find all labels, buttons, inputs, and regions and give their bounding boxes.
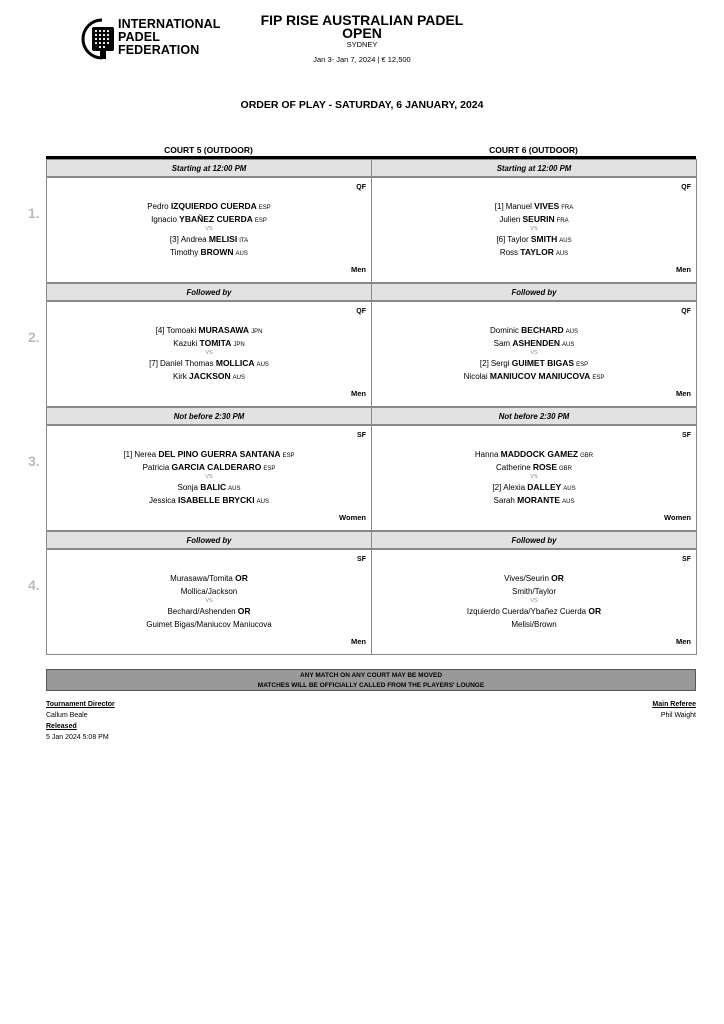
court-6-header: COURT 6 (OUTDOOR): [489, 145, 578, 155]
player-line: [47, 233, 371, 246]
time-slot-label: Not before 2:30 PM: [371, 407, 697, 425]
player-last-name: ASHENDEN: [512, 338, 561, 348]
category-label: Men: [351, 389, 366, 398]
player-line: [47, 213, 371, 226]
match-cell: [46, 549, 372, 655]
match-cell: [46, 177, 372, 283]
player-nationality: ESP: [258, 205, 271, 211]
players-block: [372, 572, 696, 631]
player-nationality: ITA: [239, 238, 249, 244]
time-slot-label: Not before 2:30 PM: [46, 407, 372, 425]
player-first-name: Hanna: [474, 450, 499, 459]
player-nationality: AUS: [555, 251, 569, 257]
released-value: 5 Jan 2024 5:08 PM: [46, 734, 109, 741]
round-label: QF: [681, 308, 691, 315]
player-seed: [1]: [123, 450, 133, 459]
player-line: [47, 618, 371, 631]
player-nationality: GBR: [580, 453, 594, 459]
or-label: OR: [551, 573, 564, 583]
player-line: [47, 572, 371, 585]
title-line-2: OPEN: [342, 25, 382, 41]
title-line-1: FIP RISE AUSTRALIAN PADEL: [260, 12, 464, 28]
match-cell: [46, 301, 372, 407]
director-label: Tournament Director: [46, 701, 115, 708]
player-line: [372, 324, 696, 337]
player-first-name: Julien: [499, 215, 521, 224]
match-cell: [371, 301, 697, 407]
player-seed: [6]: [496, 235, 506, 244]
court-5-header: COURT 5 (OUTDOOR): [164, 145, 253, 155]
player-line: [372, 572, 696, 585]
player-first-name: Timothy: [170, 248, 199, 257]
match-cell: [371, 425, 697, 531]
player-line: [372, 585, 696, 598]
player-nationality: FRA: [561, 205, 574, 211]
player-nationality: AUS: [256, 499, 269, 505]
player-first-name: Nerea: [134, 450, 157, 459]
player-first-name: Nicolai: [463, 372, 488, 381]
player-nationality: ESP: [254, 218, 267, 224]
player-nationality: AUS: [563, 486, 576, 492]
players-block: [47, 448, 371, 507]
players-block: [372, 448, 696, 507]
time-slot-label: Followed by: [371, 531, 697, 549]
notice-line: ANY MATCH ON ANY COURT MAY BE MOVED: [299, 672, 443, 679]
player-last-name: SMITH: [530, 234, 558, 244]
player-last-name: ISABELLE BRYCKI: [177, 495, 255, 505]
player-last-name: DALLEY: [527, 482, 562, 492]
player-line: [47, 337, 371, 350]
player-last-name: MANIUCOV MANIUCOVA: [489, 371, 591, 381]
player-last-name: YBAÑEZ CUERDA: [179, 214, 253, 224]
player-last-name: VIVES: [534, 201, 560, 211]
player-line: [47, 461, 371, 474]
player-first-name: Taylor: [507, 235, 529, 244]
player-line: [372, 618, 696, 631]
player-nationality: AUS: [559, 238, 572, 244]
vs-label: VS: [205, 598, 213, 604]
player-line: [372, 448, 696, 461]
player-last-name: MOLLICA: [215, 358, 255, 368]
category-label: Women: [664, 513, 691, 522]
players-block: [372, 324, 696, 383]
vs-label: VS: [205, 474, 213, 480]
category-label: Men: [676, 265, 691, 274]
player-first-name: Tomoaki: [166, 326, 197, 335]
player-first-name: Ross: [499, 248, 519, 257]
or-label: OR: [235, 573, 248, 583]
vs-label: VS: [205, 350, 213, 356]
or-label: OR: [237, 606, 251, 616]
round-label: QF: [356, 184, 366, 191]
player-last-name: TOMITA: [199, 338, 232, 348]
player-line: [47, 585, 371, 598]
player-nationality: AUS: [562, 342, 575, 348]
player-line: [372, 605, 696, 618]
player-nationality: JPN: [251, 329, 263, 335]
player-line: [47, 605, 371, 618]
player-line: [372, 494, 696, 507]
category-label: Men: [676, 637, 691, 646]
time-slot-label: Starting at 12:00 PM: [46, 159, 372, 177]
player-first-name: Ignacio: [151, 215, 177, 224]
player-first-name: Daniel Thomas: [159, 359, 214, 368]
round-label: SF: [357, 432, 366, 439]
player-line: [47, 481, 371, 494]
player-line: [372, 370, 696, 383]
player-last-name: TAYLOR: [520, 247, 554, 257]
player-nationality: ESP: [592, 375, 605, 381]
player-nationality: AUS: [565, 329, 578, 335]
player-seed: [1]: [494, 202, 504, 211]
player-seed: [2]: [492, 483, 502, 492]
logo-line: FEDERATION: [118, 43, 200, 57]
player-last-name: MURASAWA: [198, 325, 250, 335]
vs-label: VS: [530, 474, 538, 480]
referee-label: Main Referee: [652, 701, 696, 708]
player-nationality: GBR: [559, 466, 573, 472]
player-first-name: Andrea: [180, 235, 207, 244]
player-nationality: ESP: [282, 453, 295, 459]
player-last-name: BECHARD: [521, 325, 564, 335]
player-first-name: Kazuki: [173, 339, 198, 348]
match-cell: [46, 425, 372, 531]
referee-name: Phil Waight: [660, 712, 696, 719]
player-first-name: Sergi: [490, 359, 510, 368]
player-last-name: IZQUIERDO CUERDA: [170, 201, 257, 211]
player-last-name: MADDOCK GAMEZ: [500, 449, 579, 459]
players-block: [47, 324, 371, 383]
player-line: [372, 233, 696, 246]
footer-left: [46, 699, 115, 743]
player-nationality: AUS: [232, 375, 245, 381]
footer-right: [652, 699, 696, 721]
player-first-name: Dominic: [490, 326, 519, 335]
tournament-title: [0, 14, 724, 40]
row-number: 2.: [28, 329, 40, 345]
player-line: [372, 481, 696, 494]
team-placeholder: Izquierdo Cuerda/Ybañez Cuerda: [466, 607, 587, 616]
vs-label: VS: [530, 350, 538, 356]
row-number: 4.: [28, 577, 40, 593]
player-first-name: Sarah: [493, 496, 515, 505]
team-placeholder: Murasawa/Tomita: [170, 574, 233, 583]
player-last-name: MELISI: [208, 234, 238, 244]
player-nationality: JPN: [233, 342, 245, 348]
player-line: [47, 494, 371, 507]
player-first-name: Pedro: [147, 202, 169, 211]
player-seed: [3]: [169, 235, 179, 244]
tournament-city: SYDNEY: [346, 40, 378, 49]
player-line: [47, 200, 371, 213]
player-last-name: GARCIA CALDERARO: [171, 462, 262, 472]
logo-line: INTERNATIONAL: [118, 17, 221, 31]
time-slot-label: Starting at 12:00 PM: [371, 159, 697, 177]
player-last-name: BALIC: [200, 482, 227, 492]
round-label: QF: [681, 184, 691, 191]
player-nationality: ESP: [263, 466, 276, 472]
round-label: SF: [682, 556, 691, 563]
player-line: [372, 357, 696, 370]
team-placeholder: Smith/Taylor: [511, 587, 556, 596]
player-line: [47, 448, 371, 461]
player-seed: [4]: [155, 326, 165, 335]
category-label: Men: [351, 265, 366, 274]
player-first-name: Catherine: [495, 463, 531, 472]
round-label: QF: [356, 308, 366, 315]
logo-line: PADEL: [118, 30, 160, 44]
player-first-name: Manuel: [505, 202, 532, 211]
category-label: Women: [339, 513, 366, 522]
player-nationality: AUS: [235, 251, 248, 257]
team-placeholder: Vives/Seurin: [504, 574, 549, 583]
player-line: [372, 337, 696, 350]
player-nationality: AUS: [256, 362, 269, 368]
player-first-name: Patricia: [142, 463, 170, 472]
player-first-name: Alexia: [503, 483, 526, 492]
notice-line: MATCHES WILL BE OFFICIALLY CALLED FROM THE PLAYERS' LOUNGE: [257, 682, 485, 689]
team-placeholder: Bechard/Ashenden: [167, 607, 236, 616]
player-line: [372, 200, 696, 213]
player-last-name: SEURIN: [522, 214, 555, 224]
player-first-name: Sam: [493, 339, 511, 348]
player-nationality: AUS: [228, 486, 241, 492]
team-placeholder: Guimet Bigas/Maniucov Maniucova: [146, 620, 272, 629]
player-seed: [7]: [149, 359, 158, 368]
player-line: [47, 370, 371, 383]
director-name: Callum Beale: [46, 712, 88, 719]
players-block: [372, 200, 696, 259]
tournament-dates-prize: Jan 3- Jan 7, 2024 | € 12,500: [313, 55, 411, 64]
player-last-name: DEL PINO GUERRA SANTANA: [158, 449, 281, 459]
player-first-name: Jessica: [149, 496, 176, 505]
round-label: SF: [682, 432, 691, 439]
player-line: [372, 461, 696, 474]
players-block: [47, 200, 371, 259]
player-last-name: MORANTE: [517, 495, 561, 505]
player-first-name: Kirk: [173, 372, 187, 381]
player-line: [47, 246, 371, 259]
team-placeholder: Melisi/Brown: [511, 620, 557, 629]
vs-label: VS: [530, 598, 538, 604]
released-label: Released: [46, 723, 77, 730]
player-nationality: AUS: [562, 499, 575, 505]
category-label: Men: [676, 389, 691, 398]
team-placeholder: Mollica/Jackson: [180, 587, 238, 596]
time-slot-label: Followed by: [46, 531, 372, 549]
player-last-name: GUIMET BIGAS: [511, 358, 575, 368]
match-cell: [371, 177, 697, 283]
vs-label: VS: [205, 226, 213, 232]
vs-label: VS: [530, 226, 538, 232]
category-label: Men: [351, 637, 366, 646]
round-label: SF: [357, 556, 366, 563]
row-number: 1.: [28, 205, 40, 221]
player-line: [372, 213, 696, 226]
player-nationality: ESP: [576, 362, 589, 368]
time-slot-label: Followed by: [371, 283, 697, 301]
player-nationality: FRA: [556, 218, 569, 224]
or-label: OR: [588, 606, 602, 616]
player-last-name: JACKSON: [189, 371, 231, 381]
player-line: [47, 324, 371, 337]
player-seed: [2]: [479, 359, 489, 368]
time-slot-label: Followed by: [46, 283, 372, 301]
player-last-name: BROWN: [200, 247, 234, 257]
match-cell: [371, 549, 697, 655]
player-first-name: Sonja: [177, 483, 198, 492]
player-line: [372, 246, 696, 259]
player-last-name: ROSE: [532, 462, 557, 472]
players-block: [47, 572, 371, 631]
order-of-play-title: ORDER OF PLAY - SATURDAY, 6 JANUARY, 2024: [240, 99, 484, 111]
player-line: [47, 357, 371, 370]
row-number: 3.: [28, 453, 40, 469]
notice-banner: [46, 669, 696, 691]
